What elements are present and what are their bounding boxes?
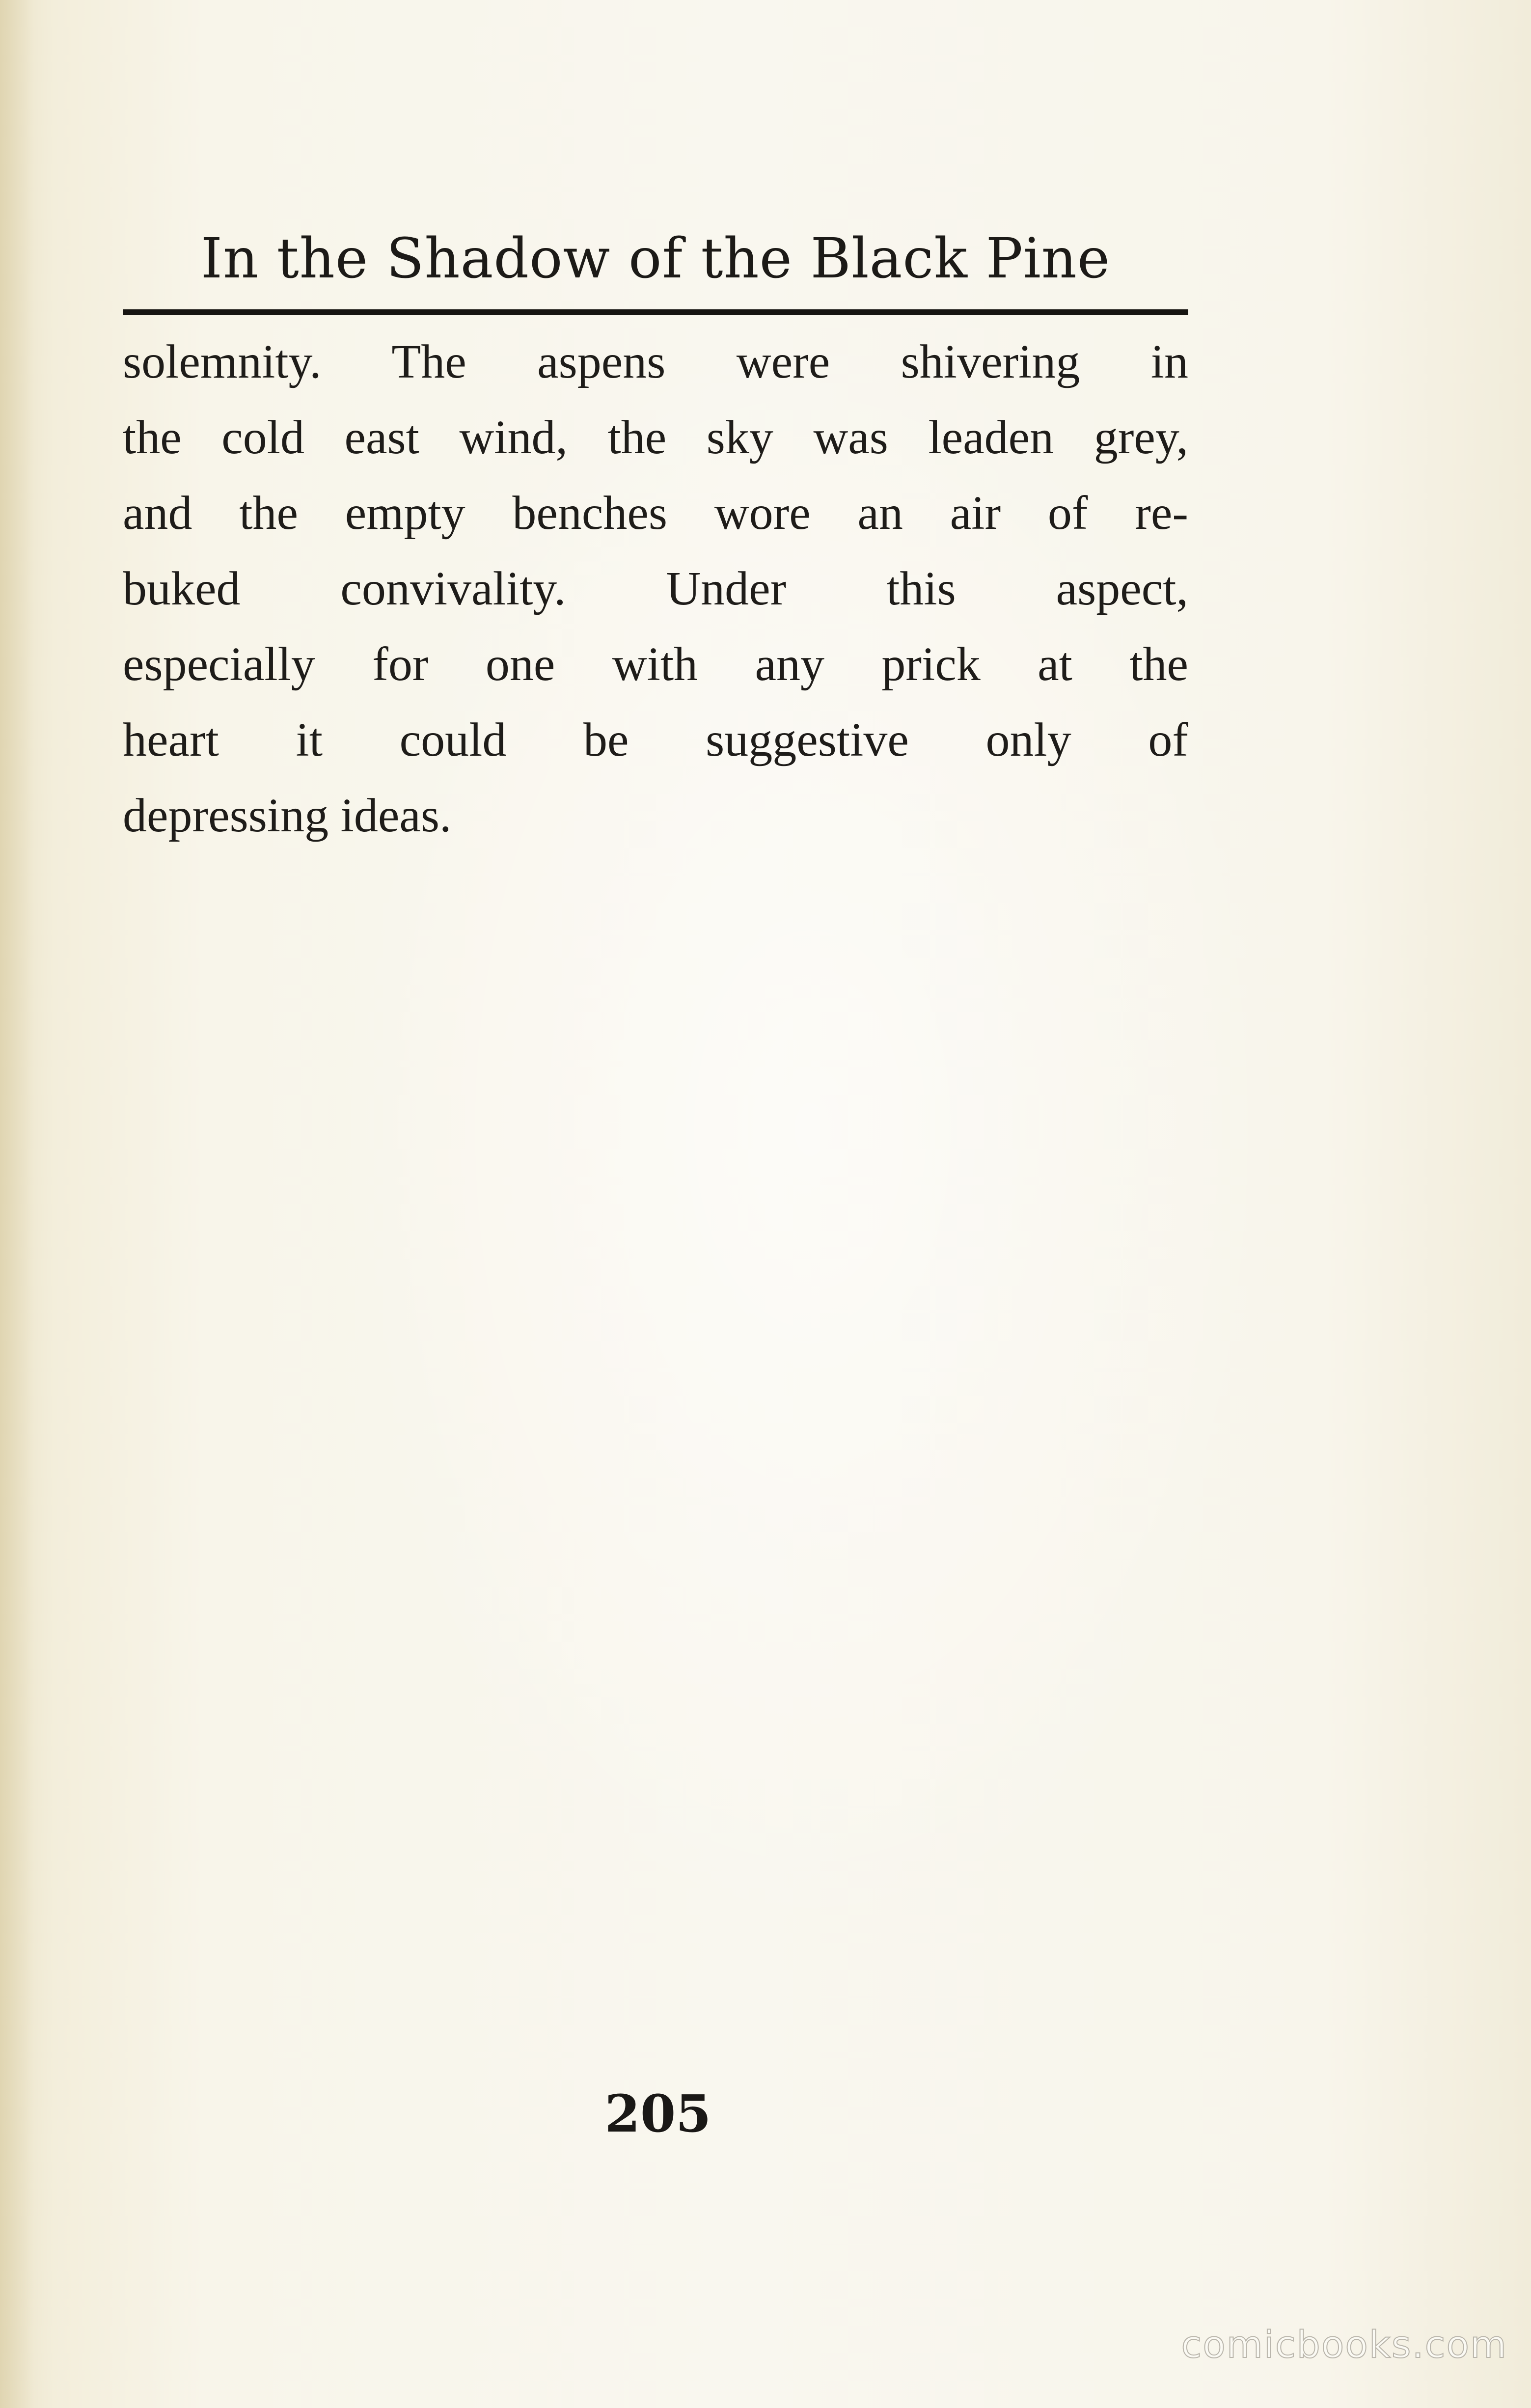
text-line: the cold east wind, the sky was leaden grey, xyxy=(123,411,1188,464)
running-head: In the Shadow of the Black Pine xyxy=(200,227,1111,291)
text-line: heart it could be suggestive only of xyxy=(123,713,1188,766)
text-line: depressing ideas. xyxy=(123,789,452,842)
header-rule xyxy=(123,309,1188,315)
text-line: and the empty benches wore an air of re- xyxy=(123,487,1188,540)
text-line: solemnity. The aspens were shivering in xyxy=(123,335,1188,388)
text-line: buked convivality. Under this aspect, xyxy=(123,562,1188,615)
text-line: especially for one with any prick at the xyxy=(123,638,1188,691)
page-number: 205 xyxy=(604,2083,711,2144)
body-text xyxy=(123,324,1188,853)
page-gutter-shadow xyxy=(0,0,34,2408)
watermark: comicbooks.com xyxy=(1181,2323,1507,2366)
